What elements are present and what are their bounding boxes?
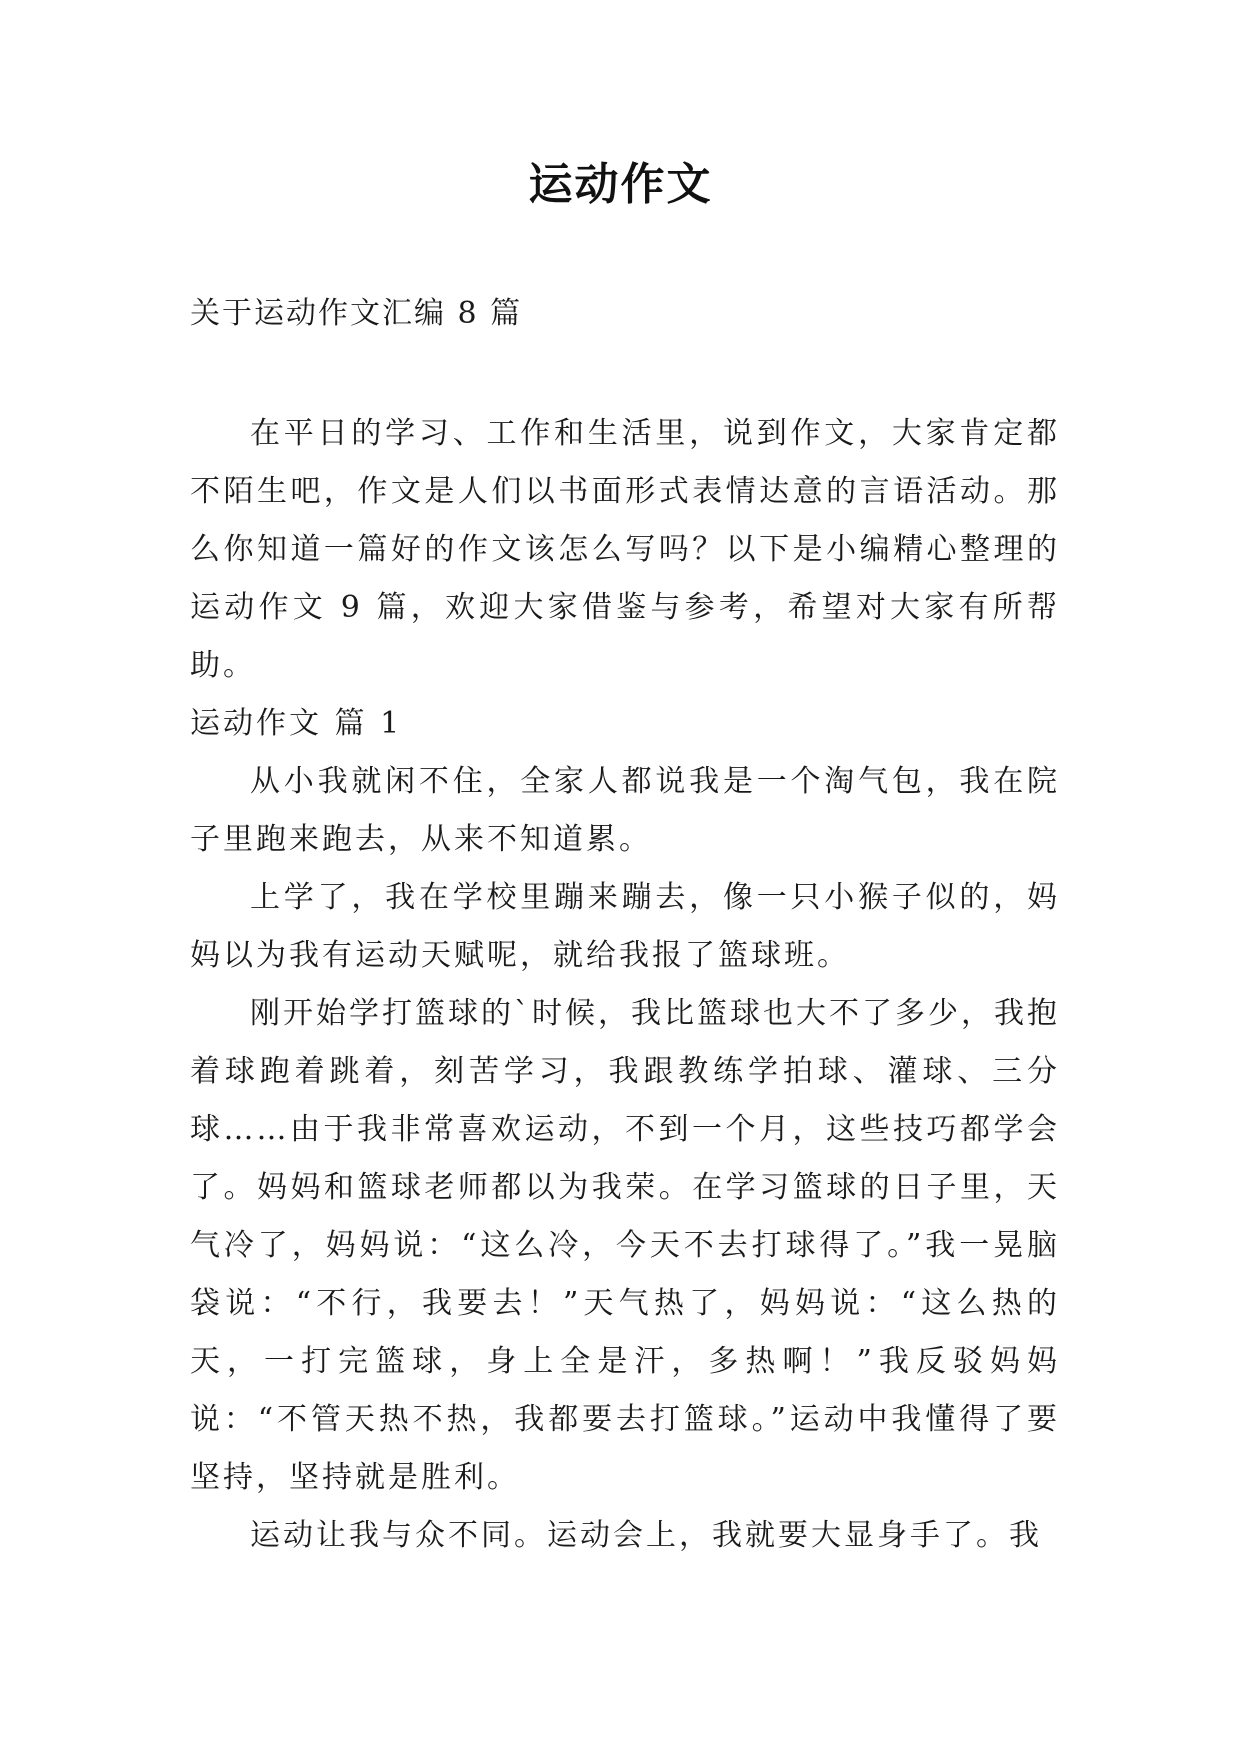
body-paragraph: 从小我就闲不住，全家人都说我是一个淘气包，我在院子里跑来跑去，从来不知道累。 <box>190 764 1060 857</box>
document-body <box>190 405 1060 1565</box>
section-heading: 运动作文 篇 1 <box>190 706 403 741</box>
document-title: 运动作文 <box>528 159 713 210</box>
body-paragraph: 刚开始学打篮球的`时候，我比篮球也大不了多少，我抱着球跑着跳着，刻苦学习，我跟教练学拍球、灌球、三分球……由于我非常喜欢运动，不到一个月，这些技巧都学会了。妈妈和篮球老师都以为我荣。在学习篮球的日子里，天气冷了，妈妈说：“这么冷，今天不去打球得了。”我一晃脑袋说：“不行，我要去！”天气热了，妈妈说：“这么热的天，一打完篮球，身上全是汗，多热啊！”我反驳妈妈说：“不管天热不热，我都要去打篮球。”运动中我懂得了要坚持，坚持就是胜利。 <box>190 996 1060 1495</box>
intro-paragraph: 在平日的学习、工作和生活里，说到作文，大家肯定都不陌生吧，作文是人们以书面形式表情达意的言语活动。那么你知道一篇好的作文该怎么写吗？以下是小编精心整理的运动作文 9 篇，欢迎大家借鉴与参考，希望对大家有所帮助。 <box>190 416 1060 683</box>
body-paragraph: 上学了，我在学校里蹦来蹦去，像一只小猴子似的，妈妈以为我有运动天赋呢，就给我报了篮球班。 <box>190 880 1060 973</box>
body-paragraph: 运动让我与众不同。运动会上，我就要大显身手了。我 <box>250 1518 1042 1553</box>
document-subtitle: 关于运动作文汇编 8 篇 <box>190 296 523 331</box>
